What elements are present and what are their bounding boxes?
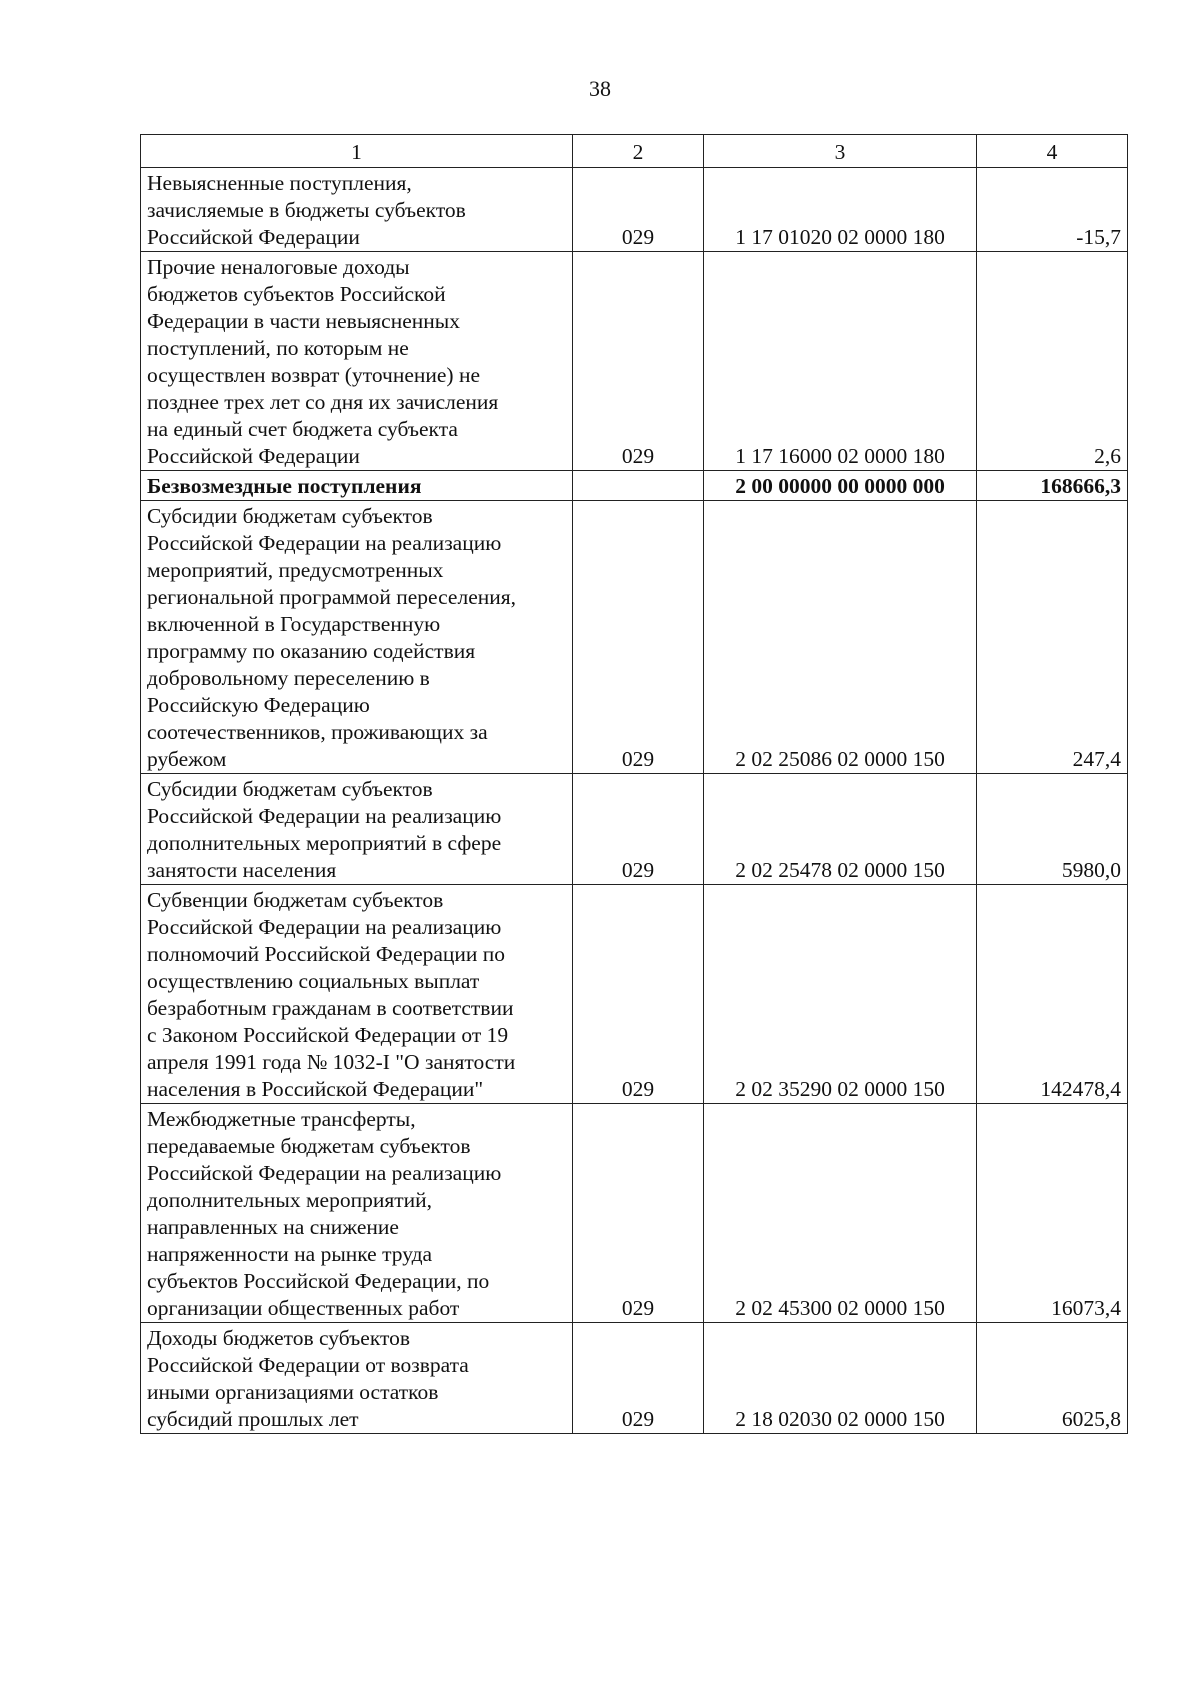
column-header-2: 2 [573,135,704,168]
amount-cell: 142478,4 [977,885,1128,1104]
admin-code-cell: 029 [573,168,704,252]
budget-classification-code-cell: 2 00 00000 00 0000 000 [704,471,977,501]
revenue-name-cell: Невыясненные поступления, зачисляемые в бюджеты субъектов Российской Федерации [141,168,573,252]
table-row [141,1323,1128,1434]
table-row-total-gratuitous [141,471,1128,501]
revenue-name-cell: Субсидии бюджетам субъектов Российской Федерации на реализацию дополнительных мероприятий в сфере занятости населения [141,774,573,885]
budget-classification-code-cell: 2 02 45300 02 0000 150 [704,1104,977,1323]
amount-cell: 168666,3 [977,471,1128,501]
admin-code-cell: 029 [573,1323,704,1434]
amount-cell: 16073,4 [977,1104,1128,1323]
budget-classification-code-cell: 2 02 25086 02 0000 150 [704,501,977,774]
column-header-3: 3 [704,135,977,168]
revenue-name-cell: Субвенции бюджетам субъектов Российской Федерации на реализацию полномочий Российской Федерации по осуществлению социальных выплат безработным гражданам в соответствии с Законом Российской Федерации от 19 апреля 1991 года № 1032-I "О занятости населения в Российской Федерации" [141,885,573,1104]
revenue-name-cell: Субсидии бюджетам субъектов Российской Федерации на реализацию мероприятий, предусмотренных региональной программой переселения, включенной в Государственную программу по оказанию содействия добровольному переселению в Российскую Федерацию соотечественников, проживающих за рубежом [141,501,573,774]
revenue-name-cell: Безвозмездные поступления [141,471,573,501]
amount-cell: -15,7 [977,168,1128,252]
admin-code-cell: 029 [573,501,704,774]
amount-cell: 247,4 [977,501,1128,774]
amount-cell: 2,6 [977,252,1128,471]
column-header-1: 1 [141,135,573,168]
revenue-name-cell: Доходы бюджетов субъектов Российской Федерации от возврата иными организациями остатков субсидий прошлых лет [141,1323,573,1434]
amount-cell: 5980,0 [977,774,1128,885]
admin-code-cell [573,471,704,501]
table-header-row [141,135,1128,168]
admin-code-cell: 029 [573,1104,704,1323]
table-row [141,885,1128,1104]
page-number: 38 [589,76,611,101]
table-row [141,168,1128,252]
revenue-name-cell: Межбюджетные трансферты, передаваемые бюджетам субъектов Российской Федерации на реализацию дополнительных мероприятий, направленных на снижение напряженности на рынке труда субъектов Российской Федерации, по организации общественных работ [141,1104,573,1323]
budget-revenue-table [140,134,1128,1434]
budget-classification-code-cell: 2 02 35290 02 0000 150 [704,885,977,1104]
admin-code-cell: 029 [573,252,704,471]
budget-classification-code-cell: 2 02 25478 02 0000 150 [704,774,977,885]
table-row [141,774,1128,885]
column-header-4: 4 [977,135,1128,168]
table-row [141,501,1128,774]
admin-code-cell: 029 [573,885,704,1104]
admin-code-cell: 029 [573,774,704,885]
revenue-name-cell: Прочие неналоговые доходы бюджетов субъектов Российской Федерации в части невыясненных поступлений, по которым не осуществлен возврат (уточнение) не позднее трех лет со дня их зачисления на единый счет бюджета субъекта Российской Федерации [141,252,573,471]
budget-classification-code-cell: 1 17 01020 02 0000 180 [704,168,977,252]
table-row [141,252,1128,471]
amount-cell: 6025,8 [977,1323,1128,1434]
table-row [141,1104,1128,1323]
budget-classification-code-cell: 2 18 02030 02 0000 150 [704,1323,977,1434]
budget-classification-code-cell: 1 17 16000 02 0000 180 [704,252,977,471]
